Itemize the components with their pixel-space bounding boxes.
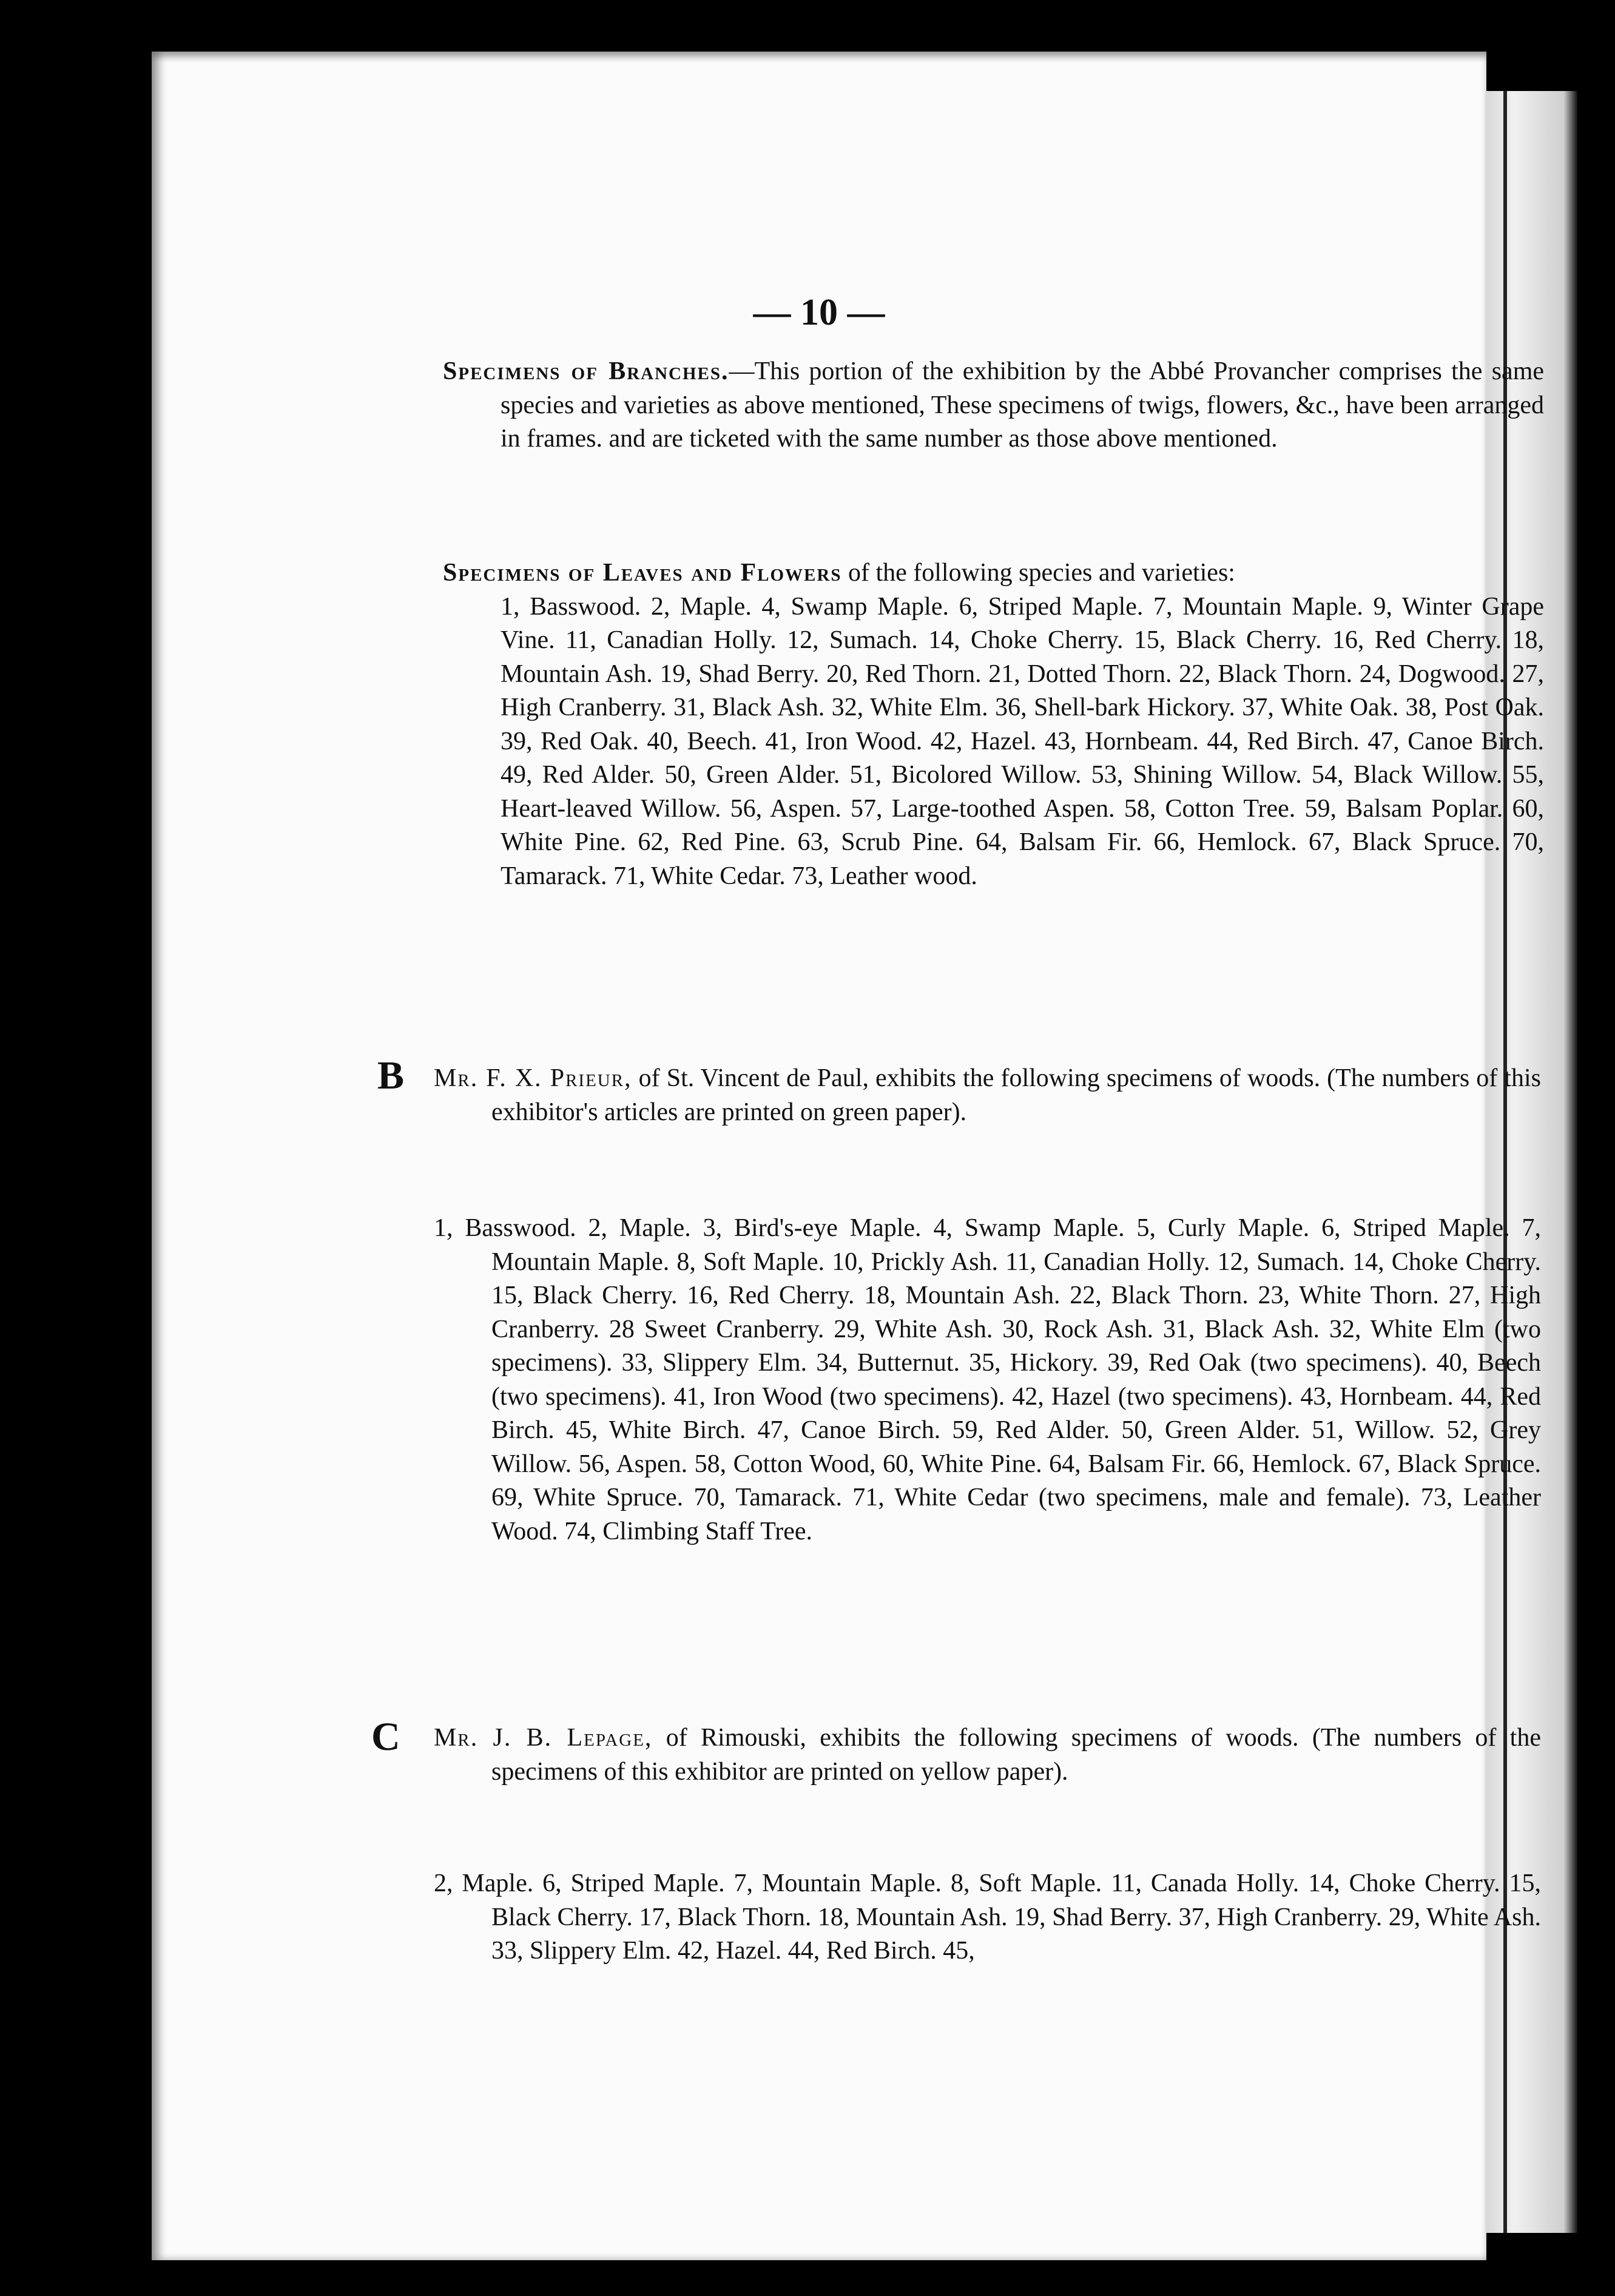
- exhibitor-c-list: 2, Maple. 6, Striped Maple. 7, Mountain Maple. 8, Soft Maple. 11, Canada Holly. 14, Choke Cherry. 15, Black Cherry. 17, Black Thorn. 18, Mountain Ash. 19, Shad Berry. 37, High Cranberry. 29, White Ash. 33, Slippery Elm. 42, Hazel. 44, Red Birch. 45,: [434, 1869, 1541, 1965]
- exhibitor-b-text: of St. Vincent de Paul, exhibits the following specimens of woods. (The numbers of this exhibitor's articles are printed on green paper).: [491, 1064, 1541, 1126]
- branches-text: —This portion of the exhibition by the Abbé Provancher comprises the same species and varieties as above mentioned, These specimens of twigs, flowers, &c., have been arranged in frames. and are ticketed with the same number as those above mentioned.: [501, 357, 1544, 453]
- page-content: [152, 52, 1544, 2260]
- section-letter-b: B: [377, 1053, 405, 1098]
- branches-heading: Specimens of Branches.: [443, 357, 729, 385]
- section-letter-c: C: [371, 1715, 400, 1759]
- exhibitor-b-list: 1, Basswood. 2, Maple. 3, Bird's-eye Maple. 4, Swamp Maple. 5, Curly Maple. 6, Striped Maple. 7, Mountain Maple. 8, Soft Maple. 10, Prickly Ash. 11, Canadian Holly. 12, Sumach. 14, Choke Cherry. 15, Black Cherry. 16, Red Cherry. 18, Mountain Ash. 22, Black Thorn. 23, White Thorn. 27, High Cranberry. 28 Sweet Cranberry. 29, White Ash. 30, Rock Ash. 31, Black Ash. 32, White Elm (two specimens). 33, Slippery Elm. 34, Butternut. 35, Hickory. 39, Red Oak (two specimens). 40, Beech (two specimens). 41, Iron Wood (two specimens). 42, Hazel (two specimens). 43, Hornbeam. 44, Red Birch. 45, White Birch. 47, Canoe Birch. 59, Red Alder. 50, Green Alder. 51, Willow. 52, Grey Willow. 56, Aspen. 58, Cotton Wood, 60, White Pine. 64, Balsam Fir. 66, Hemlock. 67, Black Spruce. 69, White Spruce. 70, Tamarack. 71, White Cedar (two specimens, male and female). 73, Leather Wood. 74, Climbing Staff Tree.: [434, 1214, 1541, 1545]
- exhibitor-c-paragraph: [434, 1721, 1541, 1789]
- leaves-paragraph: [443, 556, 1544, 893]
- exhibitor-b-name: Mr. F. X. Prieur,: [434, 1064, 632, 1092]
- leaves-intro: of the following species and varieties:: [841, 559, 1235, 587]
- leaves-heading: Specimens of Leaves and Flowers: [443, 559, 842, 587]
- leaves-species-list: 1, Basswood. 2, Maple. 4, Swamp Maple. 6, Striped Maple. 7, Mountain Maple. 9, Winter Grape Vine. 11, Canadian Holly. 12, Sumach. 14, Choke Cherry. 15, Black Cherry. 16, Red Cherry. 18, Mountain Ash. 19, Shad Berry. 20, Red Thorn. 21, Dotted Thorn. 22, Black Thorn. 24, Dogwood. 27, High Cranberry. 31, Black Ash. 32, White Elm. 36, Shell-bark Hickory. 37, White Oak. 38, Post Oak. 39, Red Oak. 40, Beech. 41, Iron Wood. 42, Hazel. 43, Hornbeam. 44, Red Birch. 47, Canoe Birch. 49, Red Alder. 50, Green Alder. 51, Bicolored Willow. 53, Shining Willow. 54, Black Willow. 55, Heart-leaved Willow. 56, Aspen. 57, Large-toothed Aspen. 58, Cotton Tree. 59, Balsam Poplar. 60, White Pine. 62, Red Pine. 63, Scrub Pine. 64, Balsam Fir. 66, Hemlock. 67, Black Spruce. 70, Tamarack. 71, White Cedar. 73, Leather wood.: [501, 592, 1544, 890]
- page-number: — 10 —: [753, 292, 885, 333]
- book-page: [152, 52, 1544, 2260]
- exhibitor-b-paragraph: [434, 1062, 1541, 1129]
- exhibitor-c-text: of Rimouski, exhibits the following specimens of woods. (The numbers of the specimens of this exhibitor are printed on yellow paper).: [491, 1724, 1541, 1786]
- exhibitor-c-name: Mr. J. B. Lepage,: [434, 1724, 653, 1752]
- branches-paragraph: [443, 355, 1544, 456]
